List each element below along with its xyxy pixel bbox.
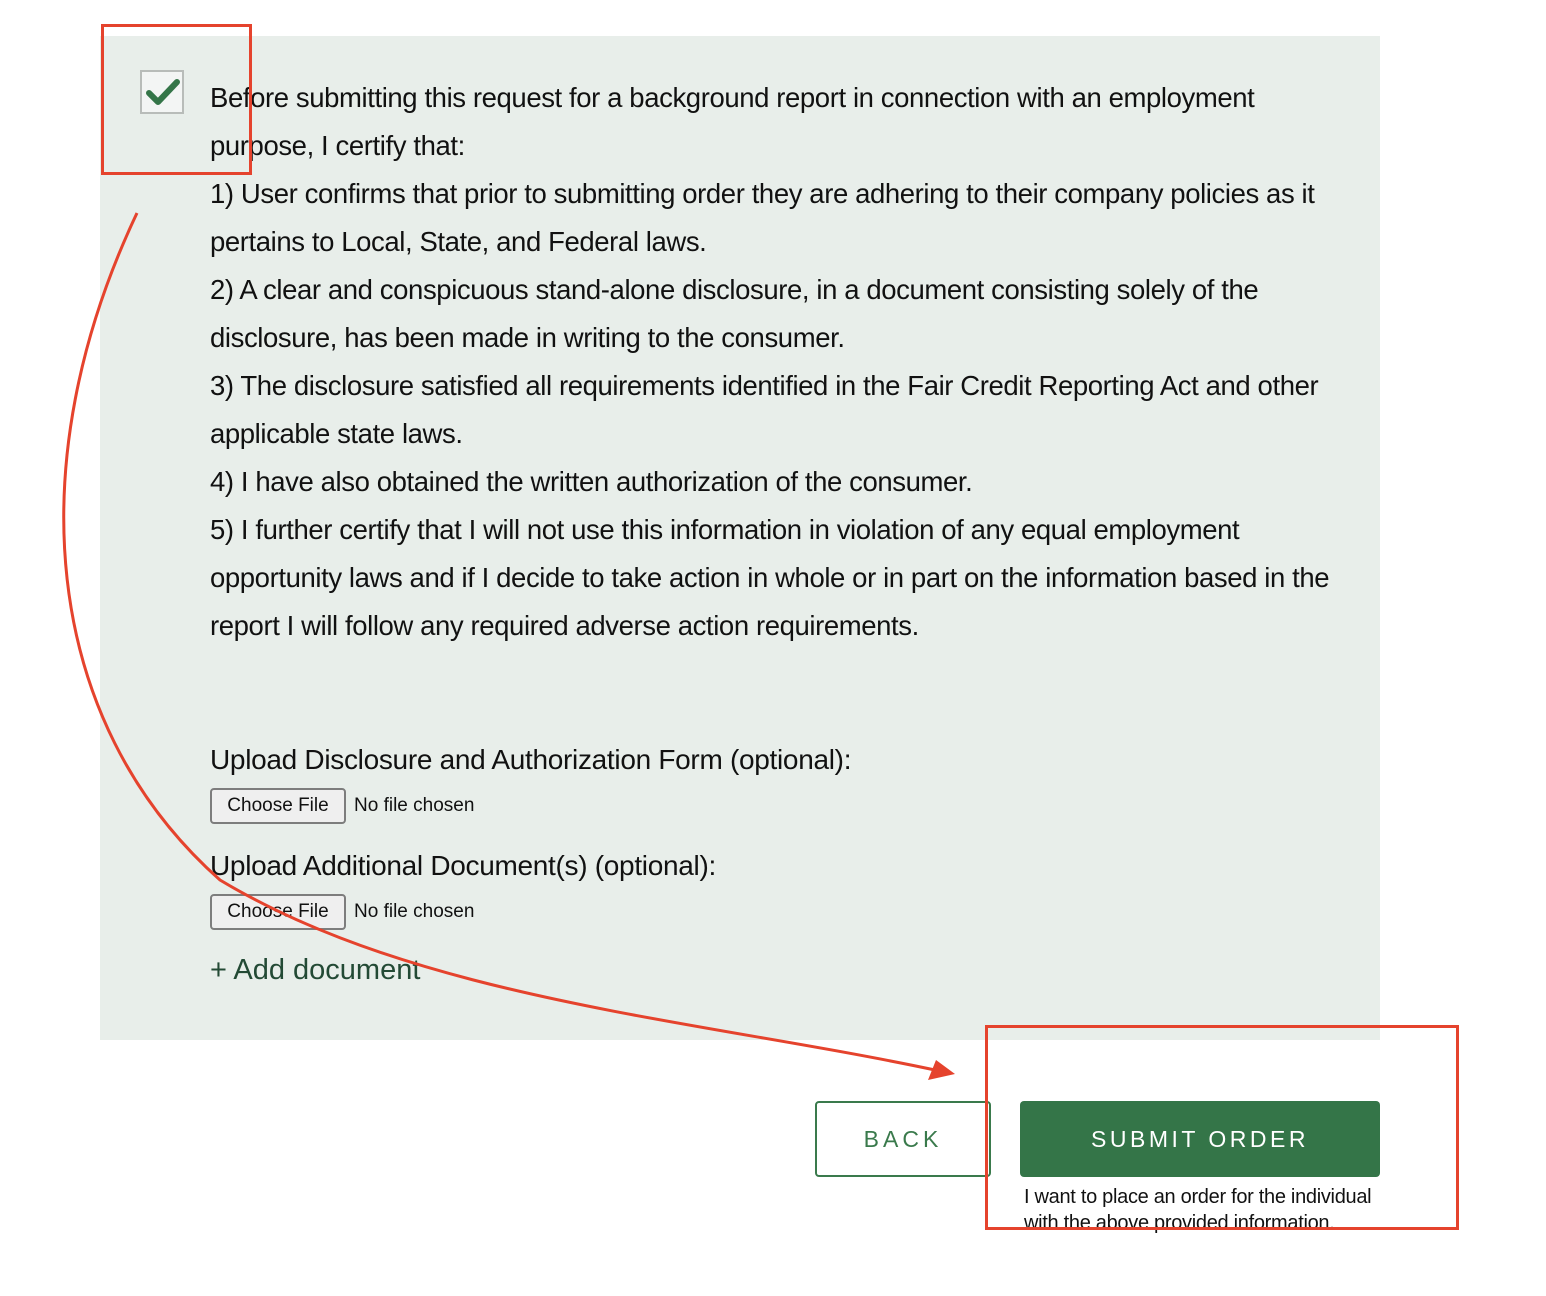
upload-disclosure-field	[210, 788, 474, 824]
back-button[interactable]: BACK	[815, 1101, 991, 1177]
certification-text	[210, 74, 1350, 650]
checkmark-icon	[146, 78, 180, 106]
file-status-disclosure: No file chosen	[354, 795, 475, 816]
add-document-link[interactable]: + Add document	[210, 954, 421, 986]
upload-disclosure-label: Upload Disclosure and Authorization Form (optional):	[210, 744, 852, 775]
certify-checkbox[interactable]	[140, 70, 184, 114]
certification-item-3: 3) The disclosure satisfied all requirements identified in the Fair Credit Reporting Act and other applicable state laws.	[210, 370, 1319, 449]
submit-order-button[interactable]: SUBMIT ORDER	[1020, 1101, 1380, 1177]
certification-item-1: 1) User confirms that prior to submitting order they are adhering to their company policies as it pertains to Local, State, and Federal laws.	[210, 178, 1315, 257]
file-status-additional: No file chosen	[354, 901, 475, 922]
certification-intro: Before submitting this request for a background report in connection with an employment purpose, I certify that:	[210, 82, 1255, 161]
upload-additional-label: Upload Additional Document(s) (optional):	[210, 850, 716, 881]
certification-item-2: 2) A clear and conspicuous stand-alone disclosure, in a document consisting solely of the disclosure, has been made in writing to the consumer.	[210, 274, 1259, 353]
choose-file-additional-button[interactable]: Choose File	[210, 894, 346, 930]
certification-item-5: 5) I further certify that I will not use this information in violation of any equal employment opportunity laws and if I decide to take action in whole or in part on the information based in the report I will follow any required adverse action requirements.	[210, 514, 1330, 641]
upload-additional-field	[210, 894, 474, 930]
choose-file-disclosure-button[interactable]: Choose File	[210, 788, 346, 824]
certification-item-4: 4) I have also obtained the written authorization of the consumer.	[210, 466, 973, 497]
submit-order-note: I want to place an order for the individual with the above provided information.	[1024, 1186, 1372, 1234]
